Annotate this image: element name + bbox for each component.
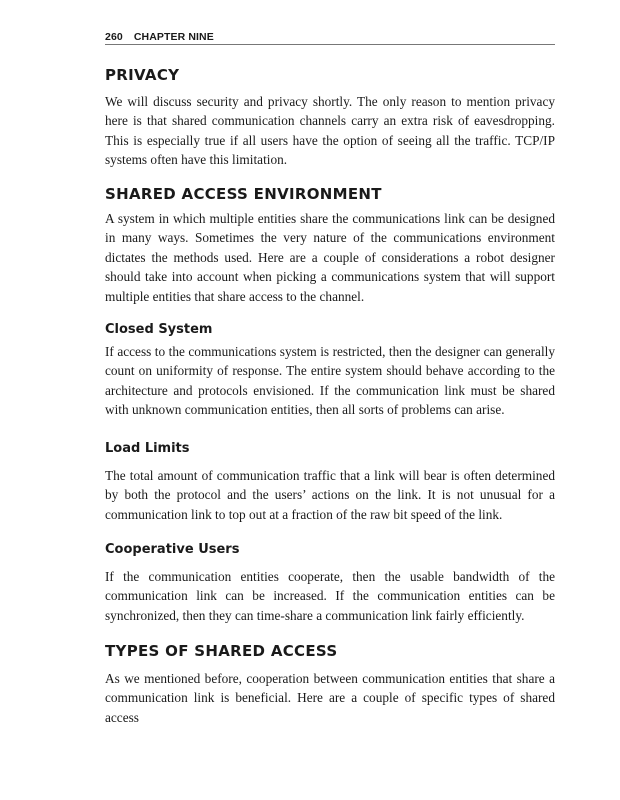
paragraph: We will discuss security and privacy shortly. The only reason to mention privacy here is that shared communication channels carry an extra risk of eavesdropping. This is especially true if all users have the option of seeing all the traffic. TCP/IP systems often have this limitation.: [105, 94, 555, 168]
paragraph: If the communication entities cooperate, then the usable bandwidth of the communication link can be increased. If the communication entities can be synchronized, then they can time-share a communication link fairly efficiently.: [105, 569, 555, 623]
section-heading: SHARED ACCESS ENVIRONMENT: [105, 185, 382, 203]
chapter-title: CHAPTER NINE: [133, 31, 214, 43]
paragraph: A system in which multiple entities share the communications link can be designed in many ways. Sometimes the very nature of the communications environment dictates the methods used. Here are a couple of considerations a robot designer should take into account when picking a communications system that will support multiple entities that share access to the channel.: [105, 211, 555, 304]
section-heading: TYPES OF SHARED ACCESS: [105, 642, 338, 660]
subsection-heading: Load Limits: [105, 441, 190, 456]
section-heading: PRIVACY: [105, 66, 180, 84]
paragraph: If access to the communications system is restricted, then the designer can generally count on uniformity of response. The entire system should behave according to the architecture and protocols envisioned. If the communication link must be shared with unknown communication entities, then all sorts of problems can arise.: [105, 344, 555, 418]
subsection-heading: Closed System: [105, 322, 213, 337]
subsection-heading: Cooperative Users: [105, 542, 240, 557]
paragraph: The total amount of communication traffic that a link will bear is often determined by both the protocol and the users’ actions on the link. It is not unusual for a communication link to top out at a fraction of the raw bit speed of the link.: [105, 468, 555, 522]
running-header: [105, 31, 555, 45]
page-number: 260: [105, 31, 123, 43]
paragraph: As we mentioned before, cooperation between communication entities that share a communication link is beneficial. Here are a couple of specific types of shared access: [105, 671, 555, 725]
